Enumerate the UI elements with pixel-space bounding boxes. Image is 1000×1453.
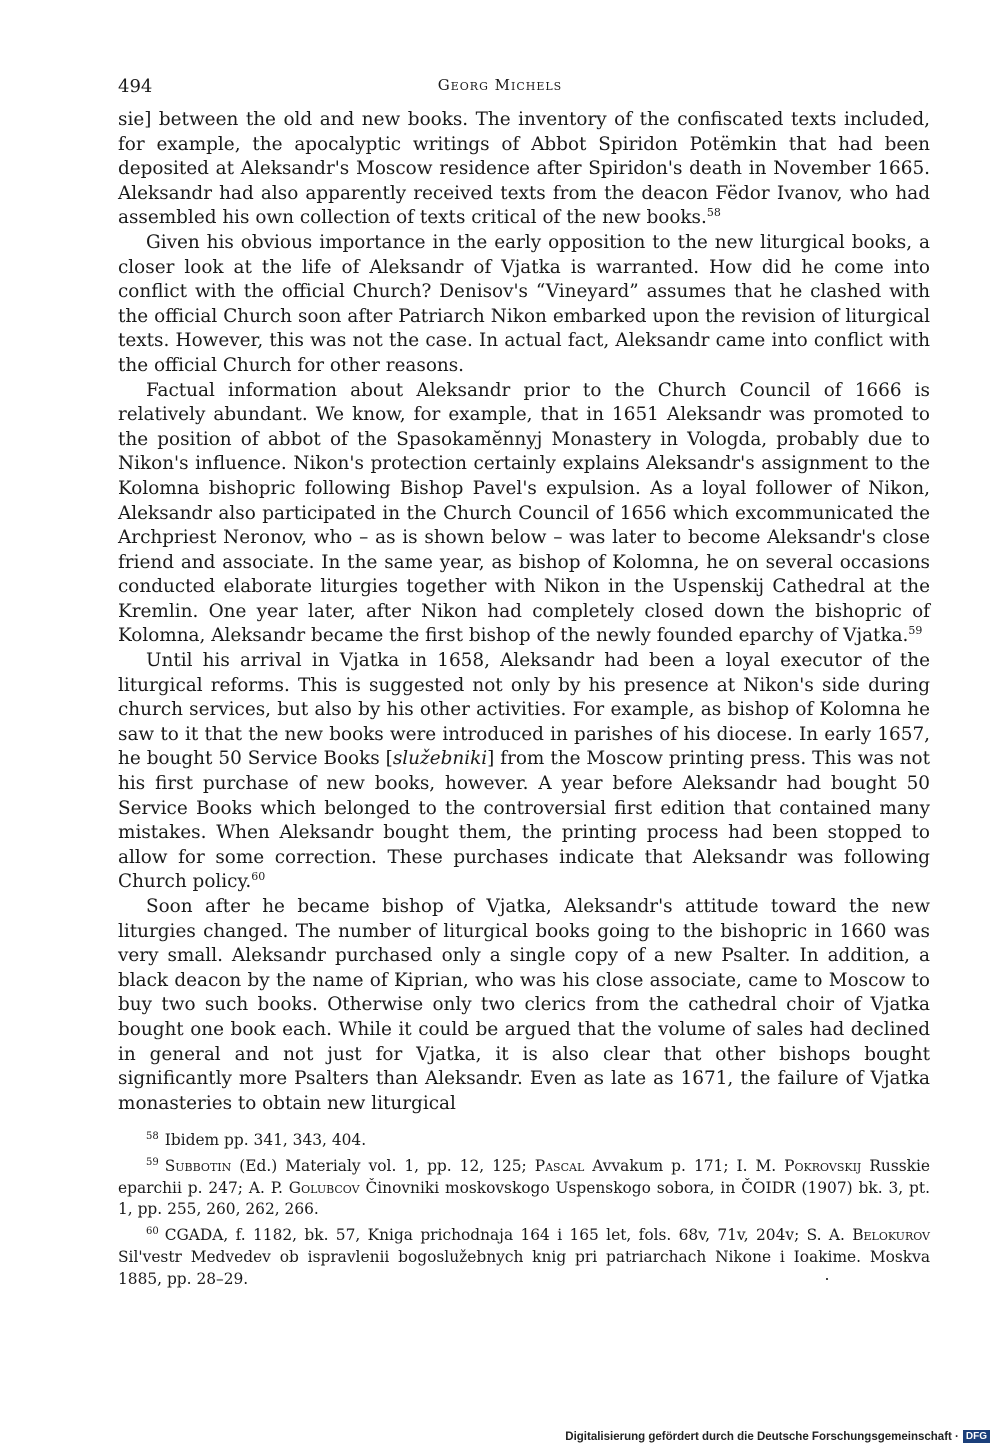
- digitization-footer: [565, 1430, 990, 1443]
- footnotes: [118, 1126, 930, 1291]
- paragraph-4-text-b: ] from the Moscow printing press. This was not his first purchase of new books, however. A year before Aleksandr had bought 50 Service Books which belonged to the controversial first edition that contained many mistakes. When Aleksandr bought them, the printing process had been stopped to allow for some correction. These purchases indicate that Aleksandr was following Church policy.: [118, 748, 930, 893]
- footnote-59: [118, 1152, 930, 1221]
- author-name: Pascal: [534, 1156, 585, 1175]
- paragraph-2: Given his obvious importance in the early opposition to the new liturgical books, a closer look at the life of Aleksandr of Vjatka is warranted. How did he come into conflict with the official Church? Denisov's “Vineyard” assumes that he clashed with the official Church soon after Patriarch Nikon embarked upon the revision of liturgical texts. However, this was not the case. In actual fact, Aleksandr came into conflict with the official Church for other reasons.: [118, 231, 930, 376]
- footnote-58: [118, 1126, 930, 1152]
- paragraph-5: Soon after he became bishop of Vjatka, Aleksandr's attitude toward the new liturgies changed. The number of liturgical books going to the bishopric in 1660 was very small. Aleksandr purchased only a single copy of a new Psalter. In addition, a black deacon by the name of Kiprian, who was his close associate, came to Moscow to buy two such books. Otherwise only two clerics from the cathedral choir of Vjatka bought one book each. While it could be argued that the volume of sales had declined in general and not just for Vjatka, it is also clear that other bishops bought significantly more Psalters than Aleksandr. Even as late as 1671, the failure of Vjatka monasteries to obtain new liturgical: [118, 896, 930, 1114]
- paragraph-3: [118, 379, 930, 650]
- footnote-number: 60: [146, 1226, 159, 1238]
- author-name: Pokrovskij: [784, 1156, 862, 1175]
- footnote-text: Ibidem pp. 341, 343, 404.: [164, 1131, 367, 1149]
- footnote-number: 59: [146, 1156, 159, 1168]
- footnote-text: (Ed.) Materialy vol. 1, pp. 12, 125;: [231, 1156, 535, 1175]
- paragraph-4-italic-term: služebniki: [392, 748, 488, 770]
- author-name: Belokurov: [852, 1226, 930, 1245]
- footnote-number: 58: [146, 1131, 159, 1142]
- body-text: [118, 108, 930, 1116]
- scan-speck: [826, 1278, 828, 1280]
- footnote-text: CGADA, f. 1182, bk. 57, Kniga prichodnaja 164 i 165 let, fols. 68v, 71v, 204v; S. A.: [164, 1226, 853, 1245]
- paragraph-4: [118, 649, 930, 895]
- footnote-text: Sil'vestr Medvedev ob ispravlenii bogoslužebnych knig pri patriarchach Nikone i Ioakime. Moskva 1885, pp. 28–29.: [118, 1247, 930, 1288]
- footnote-60: [118, 1221, 930, 1290]
- author-name: Subbotin: [164, 1156, 232, 1175]
- paragraph-4-text-a: Until his arrival in Vjatka in 1658, Aleksandr had been a loyal executor of the liturgical reforms. This is suggested not only by his presence at Nikon's side during church services, but also by his other activities. For example, as bishop of Kolomna he saw to it that the new books were introduced in parishes of his diocese. In early 1657, he bought 50 Service Books [: [118, 650, 930, 770]
- footnote-text: Činovniki moskovskogo Uspenskogo sobora, in ČOIDR (1907) bk. 3, pt. 1, pp. 255, 260, 262, 266.: [118, 1178, 930, 1219]
- paragraph-1: [118, 108, 930, 231]
- page-number: 494: [118, 76, 153, 97]
- footnote-ref-60[interactable]: 60: [251, 870, 266, 884]
- footnote-text: Avvakum p. 171; I. M.: [584, 1156, 785, 1175]
- footnote-ref-59[interactable]: 59: [908, 624, 923, 638]
- paragraph-1-text: sie] between the old and new books. The inventory of the confiscated texts included, for example, the apocalyptic writings of Abbot Spiridon Potëmkin that had been deposited at Aleksandr's Moscow residence after Spiridon's death in November 1665. Aleksandr had also apparently received texts from the deacon Fëdor Ivanov, who had assembled his own collection of texts critical of the new books.: [118, 109, 930, 229]
- author-name: Golubcov: [288, 1178, 360, 1197]
- footnote-text: Russkie eparchii p. 247; A. P.: [118, 1156, 930, 1197]
- dfg-logo: DFG: [963, 1430, 990, 1443]
- footer-text: Digitalisierung gefördert durch die Deutsche Forschungsgemeinschaft ·: [565, 1430, 959, 1443]
- running-head: Georg Michels: [437, 76, 563, 94]
- paragraph-3-text: Factual information about Aleksandr prior to the Church Council of 1666 is relatively abundant. We know, for example, that in 1651 Aleksandr was promoted to the position of abbot of the Spasokamĕnnyj Monastery in Vologda, probably due to Nikon's influence. Nikon's protection certainly explains Aleksandr's assignment to the Kolomna bishopric following Bishop Pavel's expulsion. As a loyal follower of Nikon, Aleksandr also participated in the Church Council of 1656 which excommunicated the Archpriest Neronov, who – as is shown below – was later to become Aleksandr's close friend and associate. In the same year, as bishop of Kolomna, he on several occasions conducted elaborate liturgies together with Nikon in the Uspenskij Cathedral at the Kremlin. One year later, after Nikon had completely closed down the bishopric of Kolomna, Aleksandr became the first bishop of the newly founded eparchy of Vjatka.: [118, 379, 930, 647]
- footnote-ref-58[interactable]: 58: [706, 206, 721, 220]
